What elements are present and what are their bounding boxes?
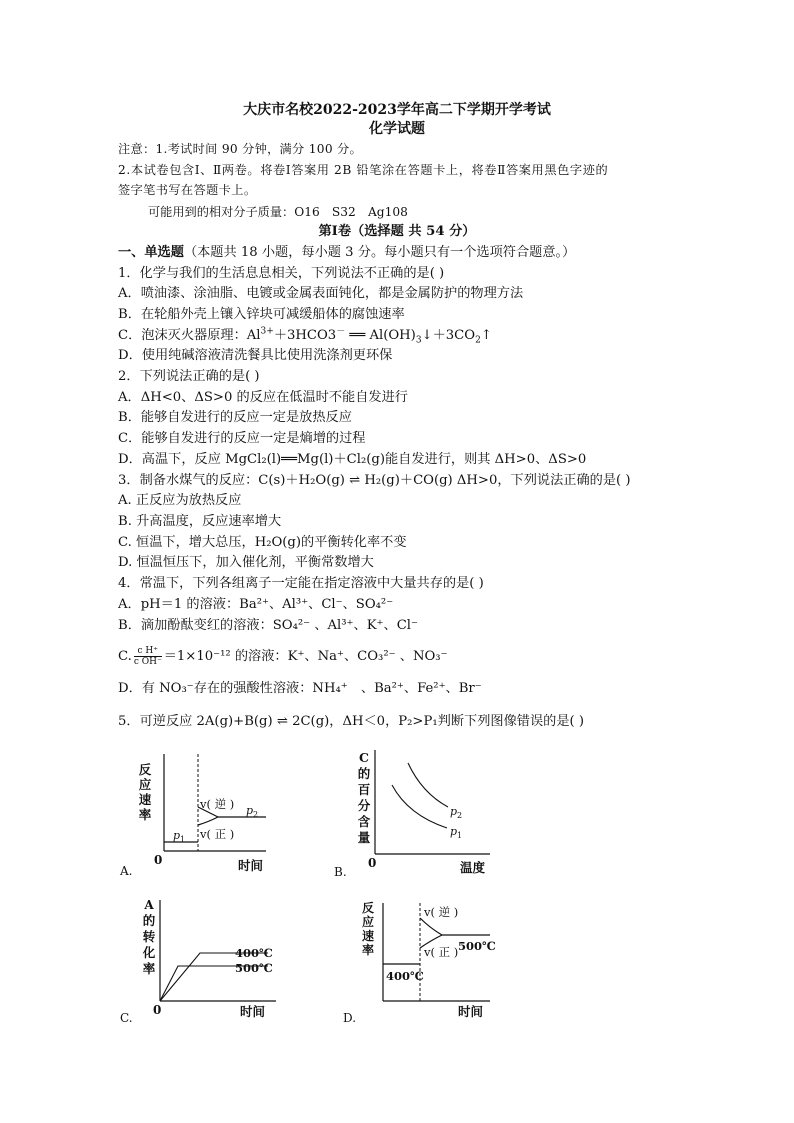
- graph-c-ylabel-3: 转: [142, 929, 156, 944]
- graph-d-ylabel-2: 应: [361, 915, 375, 929]
- q3-stem: 3．制备水煤气的反应：C(s)＋H₂O(g) ⇌ H₂(g)＋CO(g) ΔH>0，下列说法正确的是( ): [118, 473, 631, 488]
- section-heading: [118, 243, 575, 263]
- q1-option-b: B．在轮船外壳上镶入锌块可减缓船体的腐蚀速率: [118, 307, 405, 322]
- graph-b-curve-p1: [392, 785, 447, 828]
- q4-option-a: A．pH＝1 的溶液：Ba²⁺、Al³⁺、Cl⁻、SO₄²⁻: [118, 597, 394, 612]
- q4-stem: 4．常温下，下列各组离子一定能在指定溶液中大量共存的是( ): [118, 576, 484, 591]
- graph-b-option-label: B.: [334, 865, 347, 879]
- q2-option-b: B．能够自发进行的反应一定是放热反应: [118, 410, 352, 425]
- graph-b-xlabel: 温度: [460, 860, 486, 875]
- q1-stem: 1．化学与我们的生活息息相关，下列说法不正确的是( ): [118, 266, 445, 281]
- section-description: （本题共 18 小题，每小题 3 分。每小题只有一个选项符合题意。）: [183, 245, 576, 260]
- ratio-fraction: $\frac{\text{c H⁺}}{\text{c OH⁻}}$: [133, 646, 162, 667]
- graph-c-label-400: 400℃: [235, 946, 273, 960]
- q1-option-c: C．泡沫灭火器原理：$Al^{3+}+3HCO3^-$ ══ $Al(OH)_3↓+3CO_2↑$: [118, 326, 492, 346]
- q3-option-c: C. 恒温下，增大总压，H₂O(g)的平衡转化率不变: [118, 535, 407, 550]
- atomic-masses: 可能用到的相对分子质量：O16 S32 Ag108: [148, 205, 408, 219]
- graph-c-option-label: C.: [120, 1011, 133, 1025]
- graph-b-p1-label: $p_1$: [450, 825, 463, 840]
- q3-option-d: D. 恒温恒压下，加入催化剂，平衡常数增大: [118, 555, 374, 570]
- graph-d-label-500: 500℃: [458, 939, 496, 953]
- graph-b-origin: 0: [368, 856, 377, 870]
- q5-stem: 5．可逆反应 2A(g)+B(g) ⇌ 2C(g)，ΔH＜0，P₂>P₁判断下列图像错误的是( ): [118, 714, 584, 729]
- section-label: 一、单选题: [118, 245, 184, 260]
- q4-option-c: C. $\frac{\text{c H⁺}}{\text{c OH⁻}}$ ＝1×10⁻¹² 的溶液：K⁺、Na⁺、CO₃²⁻ 、NO₃⁻: [118, 646, 448, 667]
- graph-c-ylabel-4: 化: [142, 945, 156, 960]
- graph-d-option-label: D.: [343, 1011, 357, 1025]
- exam-title: 大庆市名校2022-2023学年高二下学期开学考试: [243, 102, 551, 118]
- graph-d-ylabel-4: 率: [361, 943, 375, 957]
- q4-option-b: B．滴加酚酞变红的溶液：SO₄²⁻ 、Al³⁺、K⁺、Cl⁻: [118, 618, 418, 633]
- q2-option-d: D．高温下，反应 MgCl₂(l)══Mg(l)＋Cl₂(g)能自发进行，则其 ΔH>0、ΔS>0: [118, 452, 587, 467]
- graph-a-p1-label: $p_1$: [173, 829, 186, 844]
- graph-b-ylabel-6: 量: [357, 830, 371, 845]
- q3-option-b: B. 升高温度，反应速率增大: [118, 514, 282, 529]
- graph-b-curve-p2: [408, 763, 448, 807]
- note-line-1: 注意：1.考试时间 90 分钟，满分 100 分。: [118, 142, 363, 156]
- graph-a-ylabel-3: 速: [138, 792, 152, 807]
- graph-d-ylabel-1: 反: [361, 901, 375, 915]
- graph-a-option-label: A.: [120, 864, 133, 878]
- graph-a-upper-label: v( 逆 ): [200, 797, 235, 811]
- graph-b-p2-label: $p_2$: [450, 805, 463, 820]
- q2-stem: 2．下列说法正确的是( ): [118, 369, 260, 384]
- graph-d: [340, 898, 510, 1033]
- graph-a-ylabel-1: 反: [138, 762, 152, 777]
- graph-a-ylabel-2: 应: [138, 777, 152, 792]
- graph-b-ylabel-1: C: [359, 750, 369, 765]
- q1-option-d: D．使用纯碱溶液清洗餐具比使用洗涤剂更环保: [118, 348, 393, 363]
- graph-c-ylabel-5: 率: [142, 961, 156, 976]
- q2-option-c: C．能够自发进行的反应一定是熵增的过程: [118, 431, 366, 446]
- q1-option-a: A．喷油漆、涂油脂、电镀或金属表面钝化，都是金属防护的物理方法: [118, 286, 524, 301]
- graph-c-origin: 0: [153, 1003, 162, 1017]
- graph-a-origin: 0: [154, 853, 163, 867]
- graph-c-label-500: 500℃: [235, 961, 273, 975]
- q2-option-a: A．ΔH<0、ΔS>0 的反应在低温时不能自发进行: [118, 390, 408, 405]
- graph-c-ylabel-1: A: [144, 898, 154, 912]
- part-one-title: 第Ⅰ卷（选择题 共 54 分）: [318, 224, 476, 239]
- graph-c-ylabel-2: 的: [142, 913, 156, 928]
- graph-d-label-400: 400℃: [386, 969, 424, 983]
- graph-a: [118, 750, 278, 880]
- graph-d-xlabel: 时间: [458, 1004, 484, 1019]
- graph-c-xlabel: 时间: [240, 1004, 266, 1019]
- graph-b-ylabel-3: 百: [357, 782, 371, 797]
- graph-a-xlabel: 时间: [238, 858, 264, 873]
- graph-b: [330, 745, 500, 880]
- graph-b-ylabel-5: 含: [357, 814, 371, 829]
- q4-option-d: D．有 NO₃⁻存在的强酸性溶液：NH₄⁺ 、Ba²⁺、Fe²⁺、Br⁻: [118, 681, 482, 696]
- graph-d-upper-label: v( 逆 ): [424, 905, 459, 919]
- q3-option-a: A. 正反应为放热反应: [118, 493, 242, 508]
- note-line-3: 签字笔书写在答题卡上。: [118, 183, 257, 197]
- graph-b-ylabel-2: 的: [357, 766, 371, 781]
- graph-a-p2-label: $p_2$: [246, 804, 259, 819]
- graph-d-lower-label: v( 正 ): [424, 945, 459, 959]
- exam-subtitle: 化学试题: [369, 121, 425, 137]
- note-line-2: 2.本试卷包含Ⅰ、Ⅱ两卷。将卷Ⅰ答案用 2B 铅笔涂在答题卡上，将卷Ⅱ答案用黑色字迹的: [118, 163, 609, 177]
- graph-d-ylabel-3: 速: [361, 929, 375, 943]
- graph-c: [118, 895, 288, 1030]
- graph-b-ylabel-4: 分: [357, 798, 371, 813]
- graph-a-ylabel-4: 率: [138, 807, 152, 822]
- graph-a-lower-label: v( 正 ): [200, 827, 235, 841]
